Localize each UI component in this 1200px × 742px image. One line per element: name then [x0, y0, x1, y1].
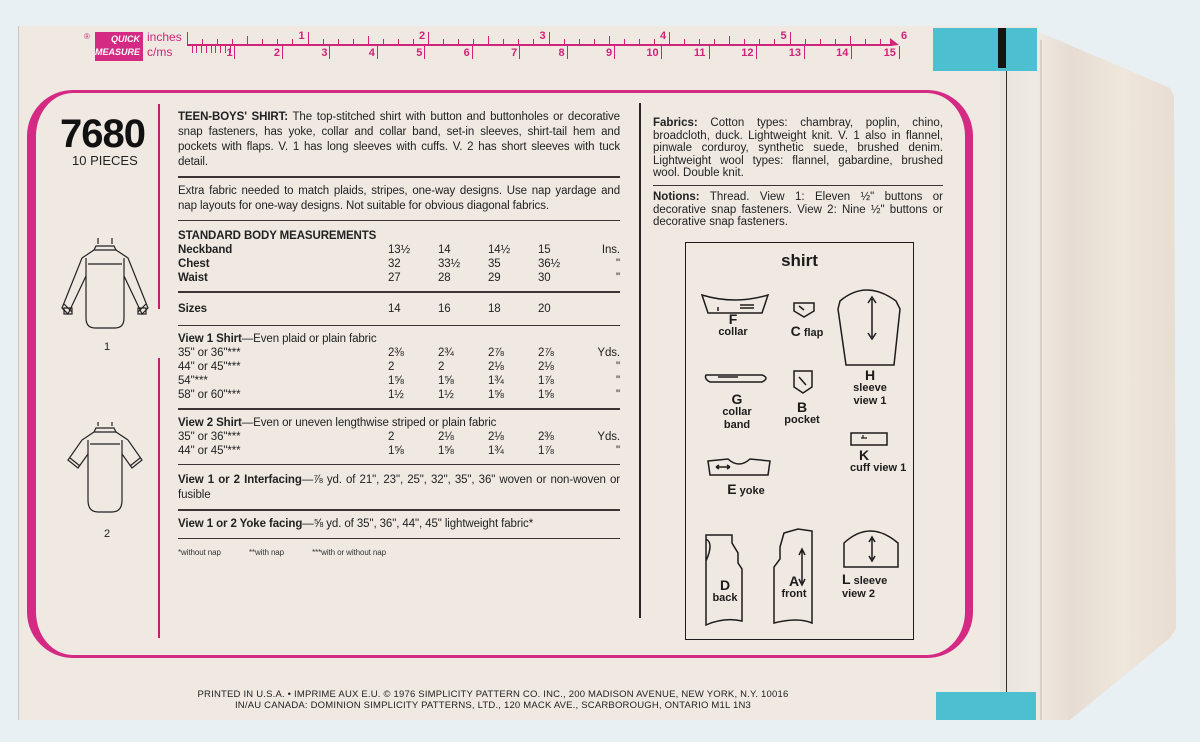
- piece-letter: A: [788, 573, 800, 589]
- row-label: Neckband: [178, 244, 233, 256]
- piece-name: collar: [718, 326, 748, 338]
- cm-tick: [804, 46, 805, 59]
- quick-measure-ruler: [84, 30, 914, 66]
- divider: [178, 538, 620, 540]
- cm-tick: [282, 46, 283, 59]
- inch-tick: [247, 36, 248, 44]
- sizes-row: [178, 299, 620, 319]
- inch-tick: [458, 39, 459, 44]
- divider: [178, 509, 620, 511]
- piece-letter: D: [719, 577, 731, 593]
- inch-tick: [308, 32, 309, 44]
- sizes-label: Sizes: [178, 302, 207, 315]
- inch-tick: [292, 39, 293, 44]
- unit-inches: inches: [147, 30, 182, 44]
- cm-label: 11: [693, 47, 706, 59]
- inch-tick: [262, 39, 263, 44]
- unit-cell: ": [616, 375, 620, 387]
- unit-cell: ": [616, 389, 620, 401]
- unit-cell: Yds.: [597, 430, 620, 443]
- cm-tick: [234, 46, 235, 59]
- cell: 2⅛: [438, 430, 454, 443]
- description-title: TEEN-BOYS' SHIRT:: [178, 111, 288, 123]
- cell: 1⅝: [438, 444, 454, 457]
- row-label: Waist: [178, 272, 208, 284]
- inch-tick: [549, 32, 550, 44]
- table-row: [178, 374, 620, 388]
- unit-cell: ": [616, 258, 620, 270]
- piece-name: yoke: [739, 485, 765, 497]
- mm-tick: [220, 46, 221, 53]
- cuff-piece-icon: [849, 431, 889, 447]
- cell: 1⅞: [538, 375, 554, 387]
- piece-name: front: [781, 588, 807, 600]
- flap-crease: [1040, 40, 1042, 720]
- row-label: 44" or 45"***: [178, 444, 241, 457]
- piece-label-B: [776, 401, 828, 427]
- yoke-facing-note: [178, 517, 620, 532]
- cell: 1¾: [488, 444, 504, 457]
- cell: 30: [538, 272, 551, 284]
- quick-measure-badge: [95, 32, 143, 61]
- piece-label-A: [774, 575, 814, 601]
- inch-tick: [217, 39, 218, 44]
- cell: 2: [388, 430, 395, 443]
- row-label: 35" or 36"***: [178, 347, 241, 359]
- cell: 36½: [538, 258, 561, 270]
- cm-tick: [661, 46, 662, 59]
- view-2-title: View 2 Shirt: [178, 416, 242, 429]
- collar-band-piece-icon: [704, 371, 770, 385]
- view-1-shirt-illustration: [50, 236, 160, 336]
- inch-label: 3: [539, 30, 546, 42]
- flap-piece-icon: [792, 301, 816, 321]
- cell: 2⅛: [488, 430, 504, 443]
- divider: [178, 291, 620, 293]
- cell: 29: [488, 272, 501, 284]
- piece-letter: H: [864, 367, 876, 383]
- inch-tick: [503, 39, 504, 44]
- mm-tick: [215, 46, 216, 53]
- unit-cell: Ins.: [601, 244, 620, 256]
- inch-tick: [835, 39, 836, 44]
- cm-tick: [899, 46, 900, 59]
- description-paragraph: [178, 110, 620, 170]
- badge-line-2: MEASURE: [95, 47, 141, 57]
- inch-tick: [820, 39, 821, 44]
- inch-tick: [624, 39, 625, 44]
- divider: [178, 220, 620, 222]
- inch-tick: [338, 39, 339, 44]
- inch-tick: [398, 39, 399, 44]
- piece-name: collar band: [722, 406, 752, 431]
- inch-tick: [413, 39, 414, 44]
- piece-label-E: [716, 483, 776, 498]
- cell: 1⅝: [438, 375, 454, 387]
- fabrics-body: Cotton types: chambray, poplin, chino, broadcloth, duck. Lightweight knit. V. 1 also in flannel, pinwale corduroy, synthetic suede, brushed denim. Lightweight wool types: flannel, gabardine, brushed wool. Double knit.: [653, 117, 943, 179]
- inch-tick: [353, 39, 354, 44]
- piece-label-C: [782, 325, 832, 340]
- teal-corner-bottom: [936, 692, 1036, 720]
- cell: 2: [388, 361, 395, 373]
- imprint-line-1: PRINTED IN U.S.A. • IMPRIME AUX E.U. © 1976 SIMPLICITY PATTERN CO. INC., 200 MADISON AVENUE, NEW YORK, N.Y. 10016: [197, 689, 789, 700]
- cell: 1⅝: [538, 389, 554, 401]
- cm-label: 12: [741, 47, 754, 59]
- mm-tick: [206, 46, 207, 53]
- cell: 1¾: [488, 375, 504, 387]
- pocket-piece-icon: [792, 369, 814, 395]
- inch-tick: [428, 32, 429, 44]
- divider-middle: [639, 103, 641, 618]
- piece-label-H: [840, 369, 900, 408]
- divider: [653, 185, 943, 187]
- piece-count: 10 PIECES: [72, 153, 138, 168]
- piece-letter: F: [728, 311, 738, 327]
- mm-tick: [211, 46, 212, 53]
- cell: 28: [438, 272, 451, 284]
- view-1-title: View 1 Shirt: [178, 333, 242, 345]
- footnote: *without nap: [178, 548, 221, 557]
- fabrics-notions-column: [653, 117, 943, 229]
- size-cell: 16: [438, 302, 451, 315]
- inch-tick: [865, 39, 866, 44]
- view-2-yardage-table: [178, 416, 620, 458]
- inch-tick: [473, 39, 474, 44]
- piece-name: cuff view 1: [850, 462, 907, 474]
- cm-tick: [472, 46, 473, 59]
- black-strip: [998, 28, 1006, 68]
- inch-tick: [488, 36, 489, 44]
- piece-letter: G: [731, 391, 743, 407]
- view-1-heading: [178, 332, 620, 346]
- inch-tick: [323, 39, 324, 44]
- inch-tick: [187, 32, 188, 44]
- inch-tick: [850, 36, 851, 44]
- sizes-table: [178, 299, 620, 319]
- piece-letter: K: [858, 447, 870, 463]
- interfacing-body: —⅞ yd. of 21", 23", 25", 32", 35", 36" woven or non-woven or fusible: [178, 474, 620, 501]
- inch-tick: [774, 39, 775, 44]
- cm-tick: [377, 46, 378, 59]
- description-column: [178, 110, 620, 560]
- piece-name: flap: [803, 327, 824, 339]
- extra-fabric-note: Extra fabric needed to match plaids, stripes, one-way designs. Use nap yardage and nap layouts for one-way designs. Not suitable for obvious diagonal fabrics.: [178, 184, 620, 212]
- view-1-yardage-table: [178, 332, 620, 402]
- unit-cell: ": [616, 361, 620, 373]
- inch-tick: [805, 39, 806, 44]
- table-row: [178, 243, 620, 257]
- inch-tick: [232, 39, 233, 44]
- inch-tick: [518, 39, 519, 44]
- inch-tick: [654, 39, 655, 44]
- inch-tick: [443, 39, 444, 44]
- divider: [178, 325, 620, 327]
- view-1-subtitle: —Even plaid or plain fabric: [241, 333, 377, 345]
- unit-cell: Yds.: [597, 347, 620, 359]
- cell: 1½: [388, 389, 404, 401]
- piece-name: sleeve view 1: [853, 382, 887, 407]
- inch-label: 6: [901, 30, 908, 42]
- inch-tick: [759, 39, 760, 44]
- piece-letter: C: [790, 323, 801, 339]
- publisher-imprint: [173, 690, 813, 711]
- divider: [178, 408, 620, 410]
- sleeve-view2-piece-icon: [840, 527, 902, 571]
- piece-letter: L: [842, 571, 851, 587]
- flap-edge: [1006, 34, 1007, 714]
- cm-tick: [329, 46, 330, 59]
- inch-label: 5: [780, 30, 787, 42]
- piece-letter: B: [796, 399, 808, 415]
- unit-cell: ": [616, 444, 620, 457]
- cell: 1⅝: [488, 389, 504, 401]
- cell: 2⅛: [538, 361, 554, 373]
- cm-label: 1: [226, 47, 233, 59]
- cm-tick: [567, 46, 568, 59]
- cell: 2⅞: [538, 347, 554, 359]
- piece-label-D: [704, 579, 746, 605]
- cell: 15: [538, 244, 551, 256]
- cell: 2⅛: [488, 361, 504, 373]
- footnotes: [178, 545, 620, 560]
- measurements-table: [178, 227, 620, 285]
- unit-cell: ": [616, 272, 620, 284]
- inch-tick: [790, 32, 791, 44]
- cm-label: 8: [558, 47, 565, 59]
- piece-letter: E: [727, 481, 737, 497]
- table-row: [178, 444, 620, 458]
- fabrics-paragraph: [653, 117, 943, 180]
- notions-paragraph: [653, 191, 943, 229]
- cm-label: 10: [646, 47, 659, 59]
- cell: 2⅞: [488, 347, 504, 359]
- cm-label: 4: [368, 47, 375, 59]
- table-row: [178, 430, 620, 444]
- piece-name: back: [712, 592, 738, 604]
- table-row: [178, 388, 620, 402]
- inch-tick: [609, 36, 610, 44]
- cell: 1½: [438, 389, 454, 401]
- inch-tick: [744, 39, 745, 44]
- cm-tick: [851, 46, 852, 59]
- piece-label-K: [844, 447, 907, 475]
- cm-tick: [614, 46, 615, 59]
- cm-tick: [424, 46, 425, 59]
- inch-tick: [684, 39, 685, 44]
- teal-corner-top: [933, 28, 1037, 71]
- view-2-heading: [178, 416, 620, 430]
- cell: 1⅞: [538, 444, 554, 457]
- cm-label: 7: [511, 47, 518, 59]
- piece-label-L: [842, 573, 912, 601]
- fabrics-title: Fabrics:: [653, 117, 698, 129]
- inch-label: 2: [419, 30, 426, 42]
- cm-label: 6: [463, 47, 470, 59]
- mm-tick: [192, 46, 193, 53]
- measurements-heading: STANDARD BODY MEASUREMENTS: [178, 230, 377, 242]
- size-cell: 20: [538, 302, 551, 315]
- piece-label-G: [710, 393, 764, 432]
- size-cell: 18: [488, 302, 501, 315]
- description-body: The top-stitched shirt with button and buttonholes or decorative snap fasteners, has yoke, collar and collar band, set-in sleeves, shirt-tail hem and pockets with flaps. V. 1 has long sleeves with cuffs. V. 2 has short sleeves with tuck detail.: [178, 111, 620, 168]
- row-label: 58" or 60"***: [178, 389, 241, 401]
- cell: 35: [488, 258, 501, 270]
- imprint-line-2: IN/AU CANADA: DOMINION SIMPLICITY PATTERNS, LTD., 120 MACK AVE., SCARBOROUGH, ONTARIO M1L 1N3: [234, 699, 752, 711]
- inch-tick: [729, 36, 730, 44]
- interfacing-title: View 1 or 2 Interfacing: [178, 474, 302, 486]
- cell: 27: [388, 272, 401, 284]
- inch-tick: [533, 39, 534, 44]
- inch-tick: [880, 39, 881, 44]
- inch-tick: [639, 39, 640, 44]
- cell: 2¾: [438, 347, 454, 359]
- piece-label-F: [708, 313, 758, 339]
- inch-tick: [277, 39, 278, 44]
- inch-tick: [579, 39, 580, 44]
- cm-tick: [709, 46, 710, 59]
- yoke-piece-icon: [706, 455, 772, 479]
- cm-label: 2: [273, 47, 280, 59]
- view-1-label: 1: [104, 341, 111, 353]
- diagram-title: shirt: [781, 251, 818, 270]
- badge-line-1: QUICK: [111, 34, 140, 44]
- cm-label: 15: [883, 47, 896, 59]
- notions-body: Thread. View 1: Eleven ½" buttons or decorative snap fasteners. View 2: Nine ½" buttons or decorative snap fasteners.: [653, 191, 943, 228]
- footnote: ***with or without nap: [312, 548, 386, 557]
- row-label: Chest: [178, 258, 210, 270]
- cell: 14½: [488, 244, 511, 256]
- cell: 2⅜: [388, 347, 404, 359]
- footnote: **with nap: [248, 548, 284, 557]
- registered-mark: ®: [84, 32, 90, 41]
- table-row: [178, 360, 620, 374]
- view-2-shirt-illustration: [60, 420, 160, 520]
- mm-tick: [201, 46, 202, 53]
- size-cell: 14: [388, 302, 401, 315]
- table-row: [178, 257, 620, 271]
- cell: 14: [438, 244, 451, 256]
- sleeve-view1-piece-icon: [836, 287, 902, 369]
- cell: 2: [438, 361, 445, 373]
- piece-name: sleeve view 2: [842, 575, 888, 600]
- table-row: [178, 271, 620, 285]
- cell: 33½: [438, 258, 461, 270]
- cm-tick: [519, 46, 520, 59]
- piece-name: pocket: [784, 414, 820, 426]
- inch-tick: [368, 36, 369, 44]
- pattern-pieces-diagram: [685, 242, 914, 640]
- envelope-flap: [1000, 28, 1176, 720]
- cell: 1⅝: [388, 444, 404, 457]
- cm-tick: [756, 46, 757, 59]
- inch-label: 4: [660, 30, 667, 42]
- row-label: 44" or 45"***: [178, 361, 241, 373]
- cell: 13½: [388, 244, 411, 256]
- cell: 32: [388, 258, 401, 270]
- divider: [178, 176, 620, 178]
- view-2-subtitle: —Even or uneven lengthwise striped or plain fabric: [241, 416, 497, 429]
- cm-label: 13: [788, 47, 801, 59]
- pattern-number: 7680: [60, 112, 145, 156]
- notions-title: Notions:: [653, 191, 700, 203]
- cm-label: 14: [836, 47, 849, 59]
- divider: [178, 464, 620, 466]
- inch-label: 1: [298, 30, 305, 42]
- cell: 2⅜: [538, 430, 554, 443]
- ruler-line: [187, 44, 892, 46]
- inch-tick: [669, 32, 670, 44]
- cm-label: 3: [321, 47, 328, 59]
- inch-tick: [564, 39, 565, 44]
- row-label: 54"***: [178, 375, 208, 387]
- unit-cm: c/ms: [147, 45, 173, 59]
- view-2-label: 2: [104, 528, 111, 540]
- cm-label: 9: [605, 47, 613, 59]
- inch-tick: [383, 39, 384, 44]
- cell: 1⅝: [388, 375, 404, 387]
- inch-tick: [594, 39, 595, 44]
- cm-label: 5: [416, 47, 423, 59]
- ruler-arrow-icon: [890, 38, 899, 46]
- yoke-facing-title: View 1 or 2 Yoke facing: [178, 517, 303, 530]
- row-label: 35" or 36"***: [178, 430, 241, 443]
- inch-tick: [714, 39, 715, 44]
- interfacing-note: [178, 471, 620, 503]
- inch-tick: [202, 39, 203, 44]
- table-row: [178, 346, 620, 360]
- mm-tick: [196, 46, 197, 53]
- inch-tick: [699, 39, 700, 44]
- yoke-facing-body: —⅝ yd. of 35", 36", 44", 45" lightweight fabric*: [302, 517, 534, 530]
